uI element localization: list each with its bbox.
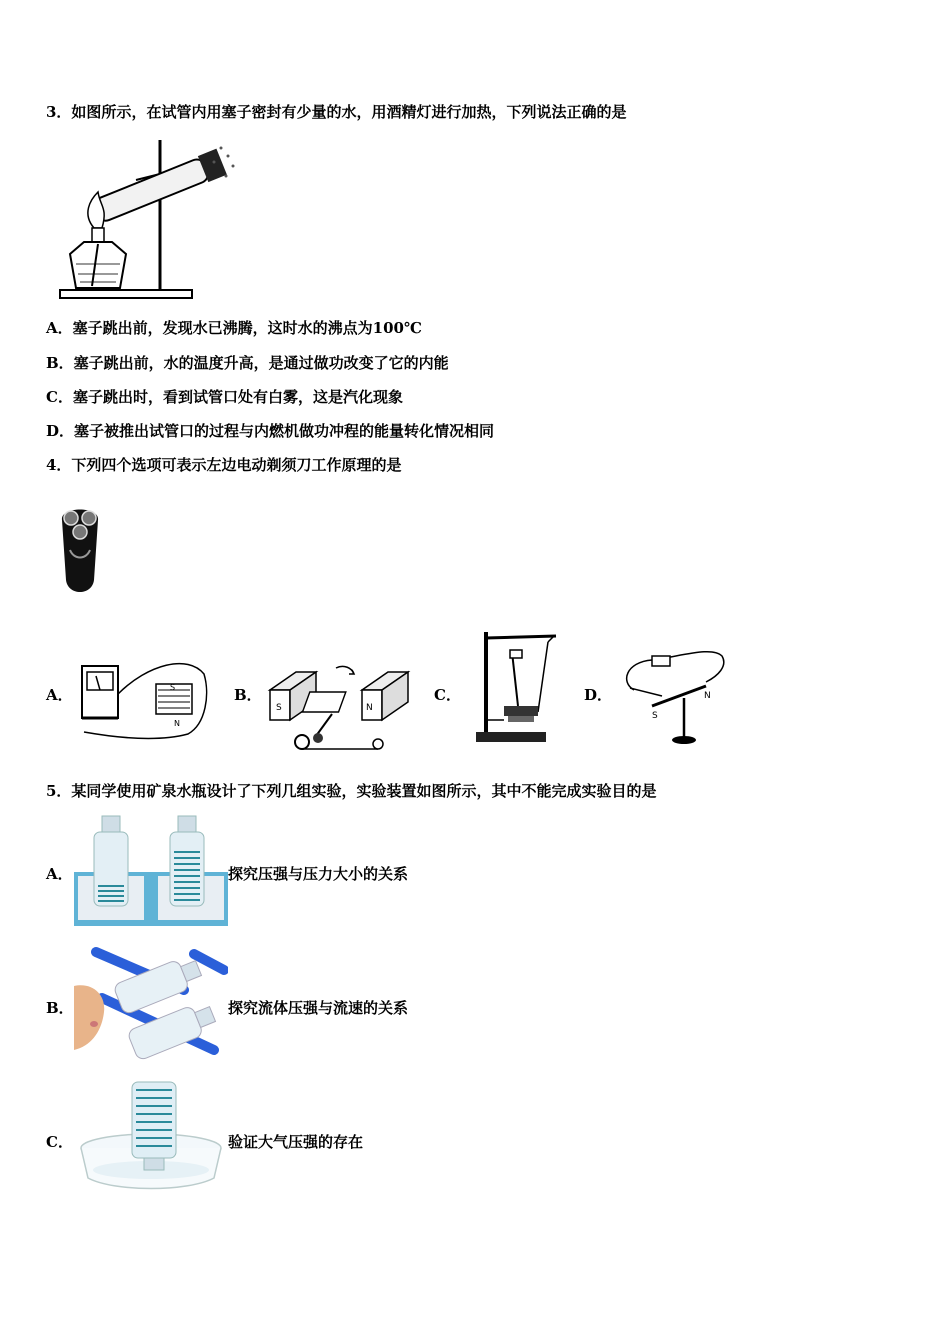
a-south-label: S: [170, 683, 176, 692]
q3-option-d: D．塞子被推出试管口的过程与内燃机做功冲程的能量转化情况相同: [46, 422, 495, 440]
a-north-label: N: [174, 719, 180, 728]
q4-option-a-figure: [78, 654, 212, 742]
q4-option-b-figure: [266, 664, 412, 756]
q5-option-b-text: 探究流体压强与流速的关系: [228, 999, 409, 1017]
q4-option-d-label: D．: [584, 686, 613, 704]
q5-option-a-label: A．: [46, 865, 73, 883]
q5-stem: 5．某同学使用矿泉水瓶设计了下列几组实验，实验装置如图所示，其中不能完成实验目的是: [46, 782, 657, 800]
q5-option-c-figure: [74, 1078, 228, 1194]
q4-option-b-label: B．: [234, 686, 262, 704]
q4-option-c-figure: [468, 628, 564, 748]
electric-shaver-image: [56, 500, 106, 600]
q4-option-c-label: C．: [434, 686, 461, 704]
q3-option-a: A．塞子跳出前，发现水已沸腾，这时水的沸点为100℃: [46, 319, 422, 337]
q3-option-c: C．塞子跳出时，看到试管口处有白雾，这是汽化现象: [46, 388, 403, 406]
q5-option-a-text: 探究压强与压力大小的关系: [228, 865, 409, 883]
q3-stem: 3．如图所示，在试管内用塞子密封有少量的水，用酒精灯进行加热，下列说法正确的是: [46, 103, 627, 121]
b-north-label: N: [366, 703, 373, 713]
q5-option-c-text: 验证大气压强的存在: [228, 1133, 364, 1151]
d-north-label: N: [704, 691, 711, 701]
q5-option-a-figure: [74, 812, 228, 926]
q4-option-d-figure: [622, 642, 732, 748]
b-south-label: S: [276, 703, 282, 713]
q5-option-b-figure: [74, 946, 228, 1060]
alcohol-lamp-test-tube-figure: [56, 136, 236, 304]
d-south-label: S: [652, 711, 658, 721]
q5-option-b-label: B．: [46, 999, 74, 1017]
q3-option-b: B．塞子跳出前，水的温度升高，是通过做功改变了它的内能: [46, 354, 449, 372]
q4-option-a-label: A．: [46, 686, 73, 704]
q5-option-c-label: C．: [46, 1133, 73, 1151]
q4-stem: 4．下列四个选项可表示左边电动剃须刀工作原理的是: [46, 456, 402, 474]
